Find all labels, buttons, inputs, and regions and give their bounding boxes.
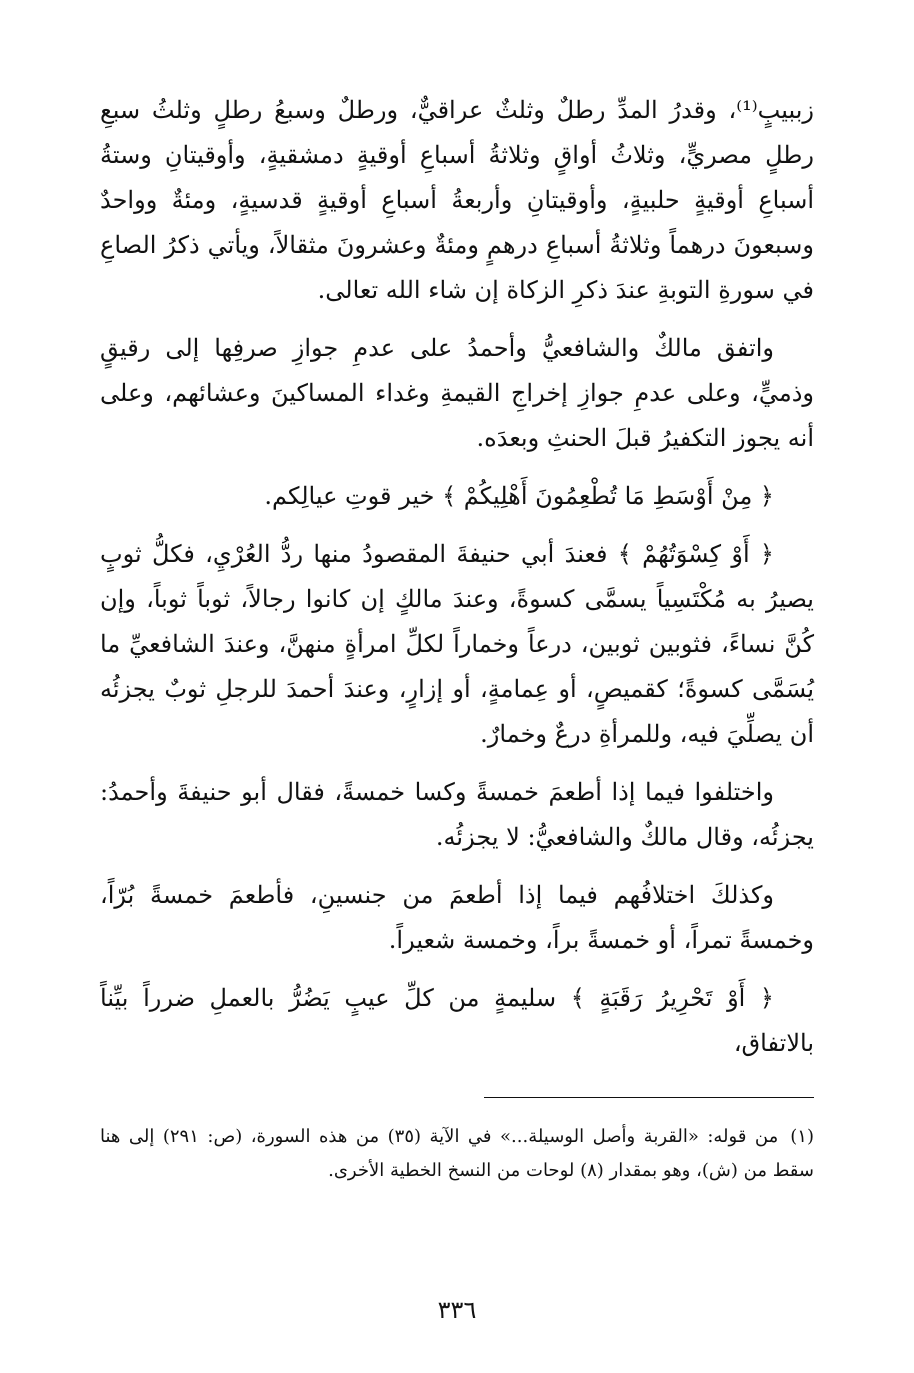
footnote-separator-wrap (100, 1079, 814, 1120)
paragraph-4: ﴿ أَوْ كِسْوَتُهُمْ ﴾ فعندَ أبي حنيفةَ المقصودُ منها ردُّ العُرْيِ، فكلُّ ثوبٍ يصيرُ به مُكْتَسِياً يسمَّى كسوةً، وعندَ مالكٍ إن كانوا رجالاً، ثوباً ثوباً، وإن كُنَّ نساءً، فثوبين ثوبين، درعاً وخماراً لكلِّ امرأةٍ منهنَّ، وعندَ الشافعيِّ ما يُسَمَّى كسوةً؛ كقميصٍ، أو عِمامةٍ، أو إزارٍ، وعندَ أحمدَ للرجلِ ثوبٌ يجزئُه أن يصلِّيَ فيه، وللمرأةِ درعٌ وخمارٌ. (100, 540, 814, 748)
paragraph-3: ﴿ مِنْ أَوْسَطِ مَا تُطْعِمُونَ أَهْلِيكُمْ ﴾ خير قوتِ عيالِكم. (264, 482, 774, 510)
paragraph-2: واتفق مالكٌ والشافعيُّ وأحمدُ على عدمِ جوازِ صرفِها إلى رقيقٍ وذميٍّ، وعلى عدمِ جوازِ إخراجِ القيمةِ وغداء المساكينَ وعشائهم، وعلى أنه يجوز التكفيرُ قبلَ الحنثِ وبعدَه. (100, 334, 814, 452)
paragraph-7: ﴿ أَوْ تَحْرِيرُ رَقَبَةٍ ﴾ سليمةٍ من كلِّ عيبٍ يَضُرُّ بالعملِ ضرراً بيِّناً بالاتفاق، (100, 984, 814, 1057)
footnote-text: من قوله: «القربة وأصل الوسيلة...» في الآية (٣٥) من هذه السورة، (ص: ٢٩١) إلى هنا سقط من (ش)، وهو بمقدار (٨) لوحات من النسخ الخطية الأخرى. (100, 1126, 814, 1181)
footnote (100, 1120, 814, 1188)
footnote-marker: (١) (790, 1126, 814, 1147)
main-text (100, 88, 814, 1188)
paragraph-1: زببيبٍ⁽¹⁾، وقدرُ المدِّ رطلٌ وثلثٌ عراقيٌّ، ورطلٌ وسبعُ رطلٍ وثلثُ سبعِ رطلٍ مصريٍّ، وثلاثُ أواقٍ وثلاثةُ أسباعِ أوقيةٍ دمشقيةٍ، وأوقيتانِ وستةُ أسباعِ أوقيةٍ حلبيةٍ، وأوقيتانِ وأربعةُ أسباعِ أوقيةٍ قدسيةٍ، ومئةٌ وواحدٌ وسبعونَ درهماً وثلاثةُ أسباعِ درهمٍ ومئةٌ وعشرونَ مثقالاً، ويأتي ذكرُ الصاعِ في سورةِ التوبةِ عندَ ذكرِ الزكاة إن شاء الله تعالى. (100, 96, 814, 304)
paragraph-5: واختلفوا فيما إذا أطعمَ خمسةً وكسا خمسةً، فقال أبو حنيفةَ وأحمدُ: يجزئُه، وقال مالكٌ والشافعيُّ: لا يجزئُه. (100, 778, 814, 851)
paragraph-6: وكذلكَ اختلافُهم فيما إذا أطعمَ من جنسينِ، فأطعمَ خمسةً بُرّاً، وخمسةً تمراً، أو خمسةً براً، وخمسة شعيراً. (100, 881, 814, 954)
page-number: ٣٣٦ (437, 1296, 477, 1324)
footnote-separator (484, 1097, 814, 1098)
